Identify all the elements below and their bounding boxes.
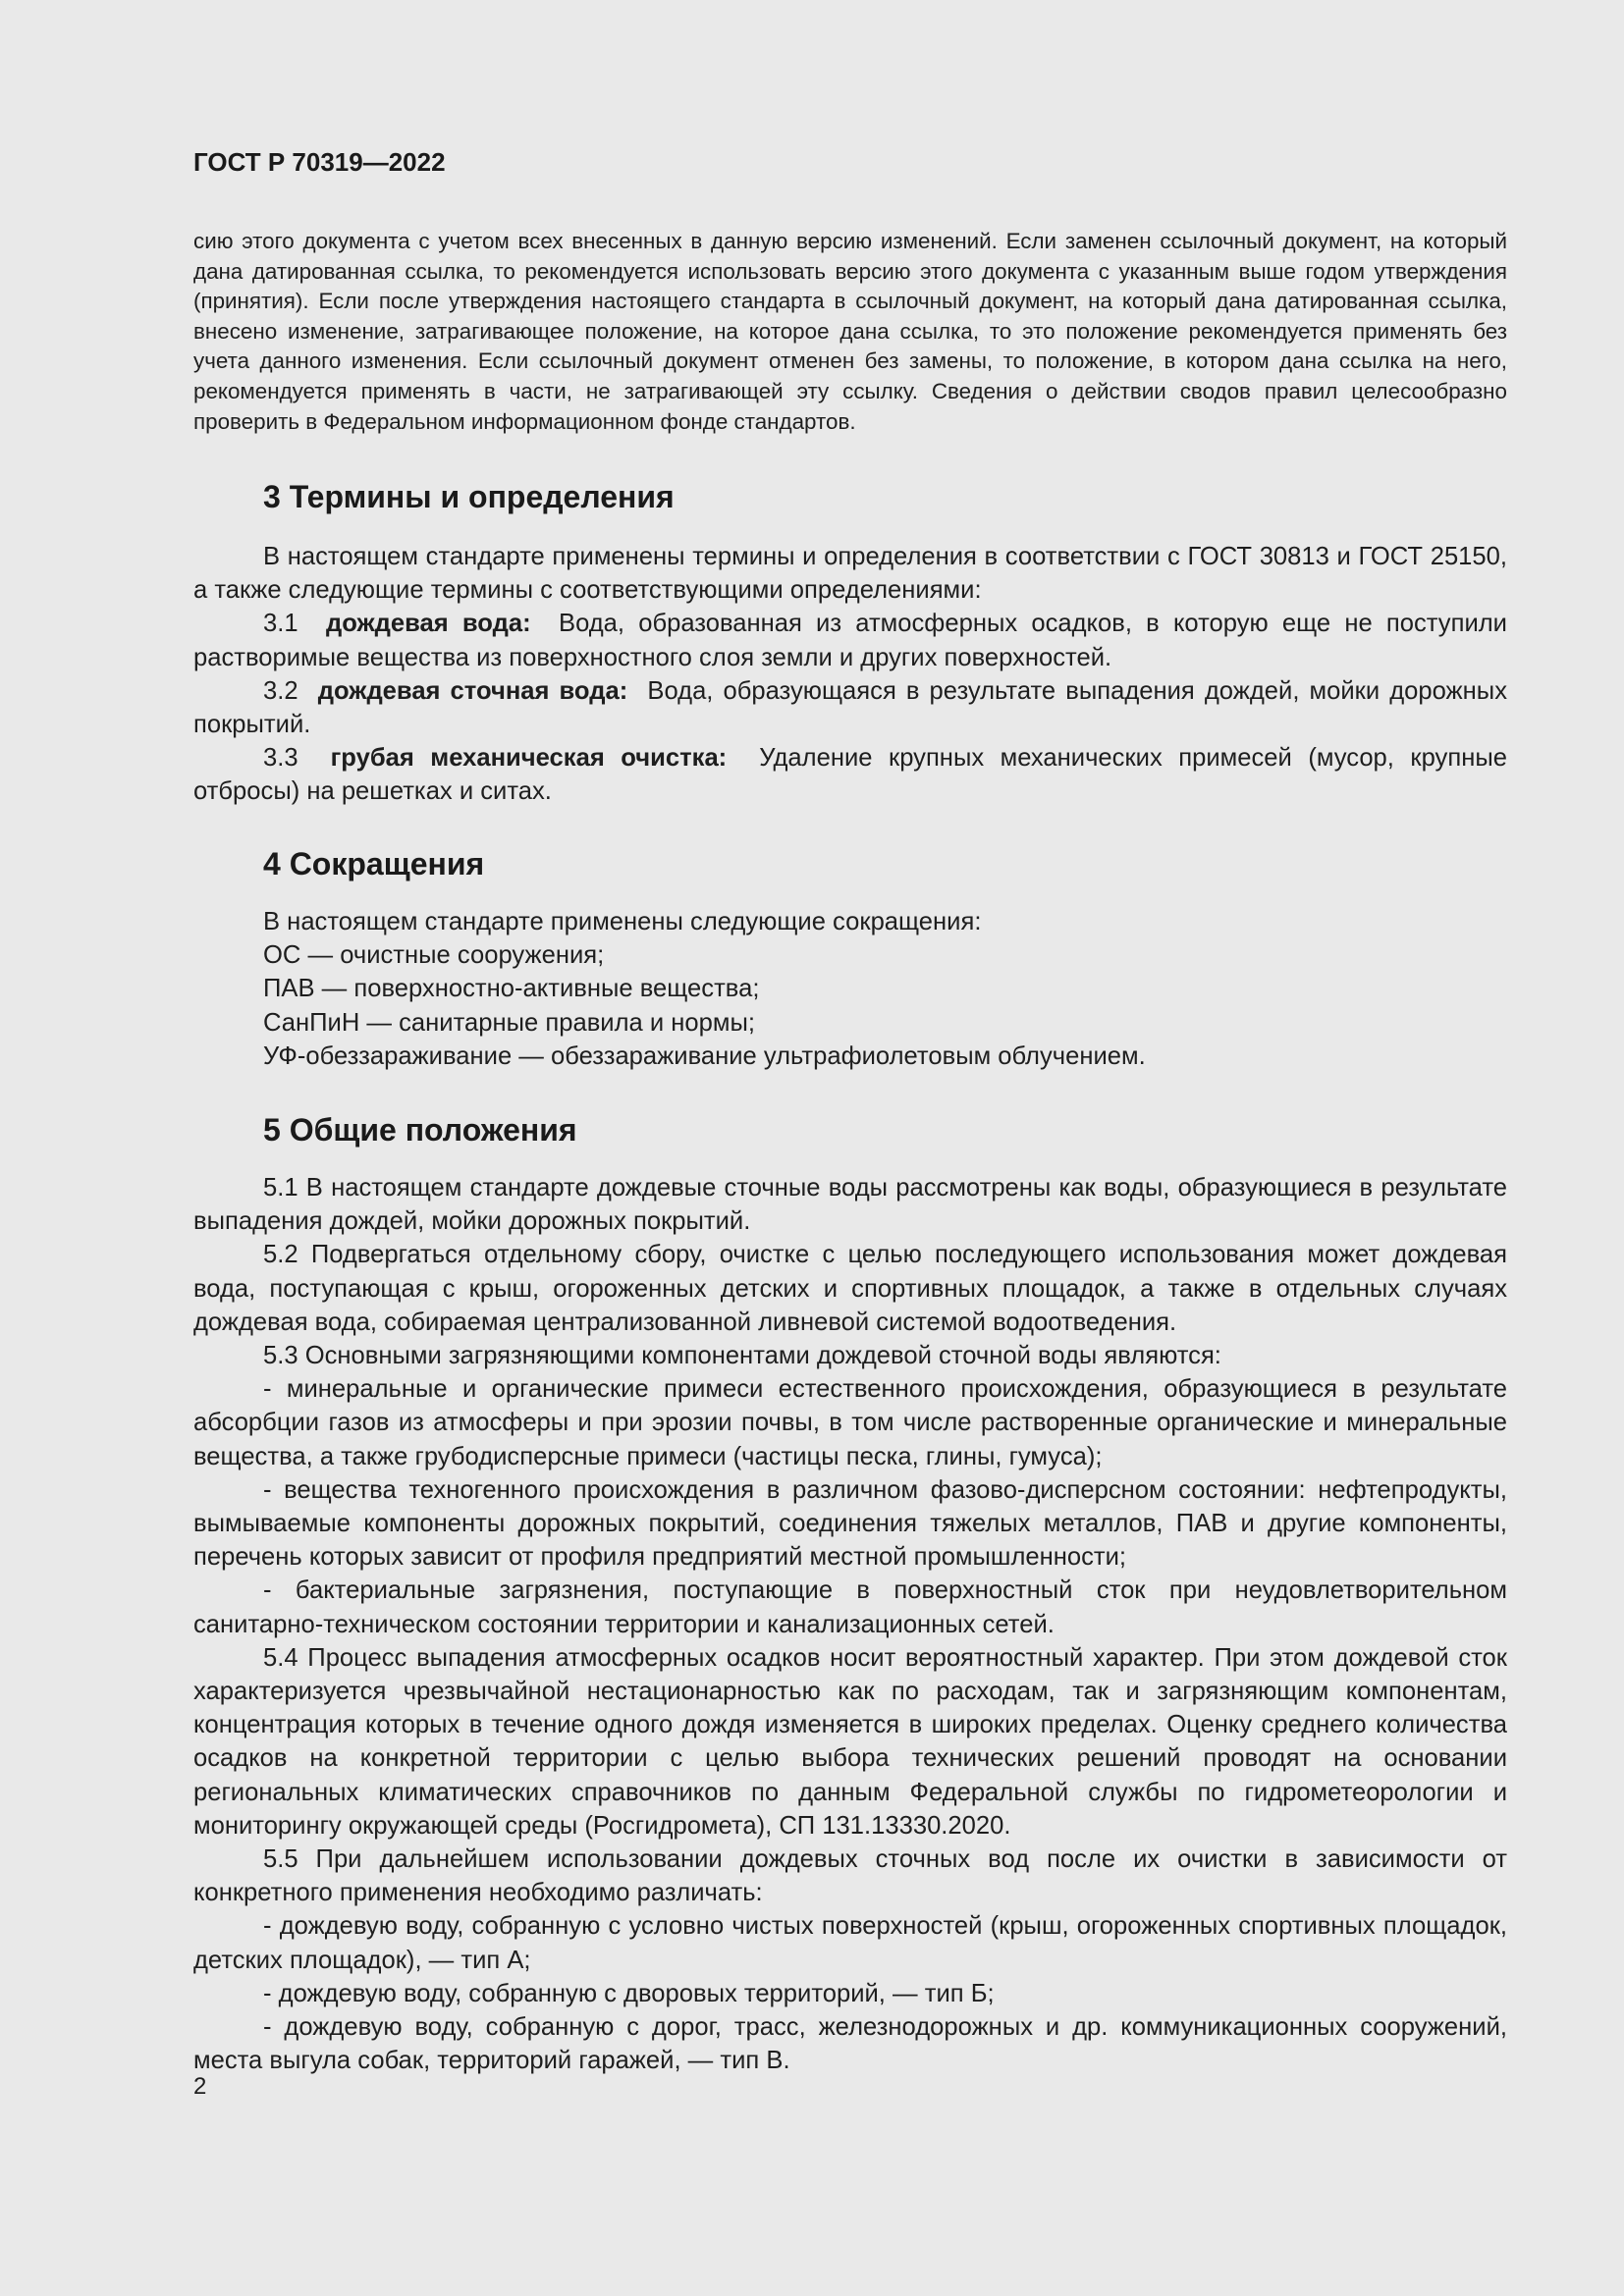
page-number: 2 bbox=[193, 2073, 207, 2100]
list-item: - дождевую воду, собранную с дорог, трасс, железнодорожных и др. коммуникационных сооружений, места выгула собак, территорий гаражей, — тип В. bbox=[193, 2013, 1507, 2075]
term-definition: Вода, образованная из атмосферных осадков, в которую еще не поступили растворимые вещества из поверхностного слоя земли и других поверхностей. bbox=[193, 610, 1507, 671]
term-definition: Вода, образующаяся в результате выпадения дождей, мойки дорожных покрытий. bbox=[193, 676, 1507, 739]
section-3-body bbox=[193, 540, 1507, 809]
term-3-2 bbox=[193, 674, 1507, 741]
abbreviation-item: ОС — очистные сооружения; bbox=[263, 941, 605, 970]
term-3-1 bbox=[193, 607, 1507, 673]
paragraph-5-1: 5.1 В настоящем стандарте дождевые сточные воды рассмотрены как воды, образующиеся в результате выпадения дождей, мойки дорожных покрытий. bbox=[193, 1174, 1507, 1236]
section-3-title: 3 Термины и определения bbox=[263, 479, 675, 514]
abbreviation-item: УФ-обеззараживание — обеззараживание ультрафиолетовым облучением. bbox=[263, 1041, 1146, 1070]
term-name: грубая механическая очистка: bbox=[330, 744, 728, 773]
list-item: - бактериальные загрязнения, поступающие в поверхностный сток при неудовлетворительном санитарно-техническом состоянии территории и канализационных сетей. bbox=[193, 1576, 1507, 1638]
list-item: - дождевую воду, собранную с дворовых территорий, — тип Б; bbox=[263, 1979, 995, 2007]
term-number: 3.3 bbox=[263, 744, 298, 773]
term-number: 3.1 bbox=[263, 610, 298, 638]
list-item: - дождевую воду, собранную с условно чистых поверхностей (крыш, огороженных спортивных площадок, детских площадок), — тип А; bbox=[193, 1912, 1507, 1974]
abbreviation-item: СанПиН — санитарные правила и нормы; bbox=[263, 1008, 755, 1037]
list-item: - вещества техногенного происхождения в различном фазово-дисперсном состоянии: нефтепродукты, вымываемые компоненты дорожных покрытий, соединения тяжелых металлов, ПАВ и другие компоненты, перечень которых зависит от профиля предприятий местной промышленности; bbox=[193, 1475, 1507, 1572]
section-5-title: 5 Общие положения bbox=[263, 1112, 577, 1148]
paragraph-5-4: 5.4 Процесс выпадения атмосферных осадков носит вероятностный характер. При этом дождевой сток характеризуется чрезвычайной нестационарностью как по расходам, так и загрязняющим компонентам, концентрация которых в течение одного дождя изменяется в широких пределах. Оценку среднего количества осадков на конкретной территории с целью выбора технических решений проводят на основании региональных климатических справочников по данным Федеральной службы по гидрометеорологии и мониторингу окружающей среды (Росгидромета), СП 131.13330.2020. bbox=[193, 1643, 1507, 1840]
term-number: 3.2 bbox=[263, 676, 298, 705]
term-name: дождевая сточная вода: bbox=[317, 676, 628, 705]
section-4-intro: В настоящем стандарте применены следующие сокращения: bbox=[263, 908, 982, 935]
paragraph-5-5: 5.5 При дальнейшем использовании дождевых сточных вод после их очистки в зависимости от конкретного применения необходимо различать: bbox=[193, 1845, 1507, 1907]
section-4-body bbox=[193, 905, 1507, 1073]
intro-paragraph: сию этого документа с учетом всех внесенных в данную версию изменений. Если заменен ссылочный документ, на который дана датированная ссылка, то рекомендуется использовать версию этого документа с указанным выше годом утверждения (принятия). Если после утверждения настоящего стандарта в ссылочный документ, на который дана датированная ссылка, внесено изменение, затрагивающее положение, на которое дана ссылка, то это положение рекомендуется применять без учета данного изменения. Если ссылочный документ отменен без замены, то положение, в котором дана ссылка на него, рекомендуется применять в части, не затрагивающей эту ссылку. Сведения о действии сводов правил целесообразно проверить в Федеральном информационном фонде стандартов. bbox=[193, 229, 1507, 434]
paragraph-5-2: 5.2 Подвергаться отдельному сбору, очистке с целью последующего использования может дождевая вода, поступающая с крыш, огороженных детских и спортивных площадок, а также в отдельных случаях дождевая вода, собираемая централизованной ливневой системой водоотведения. bbox=[193, 1241, 1507, 1336]
term-definition: Удаление крупных механических примесей (мусор, крупные отбросы) на решетках и ситах. bbox=[193, 744, 1507, 806]
document-code-header: ГОСТ Р 70319—2022 bbox=[193, 147, 446, 177]
paragraph-5-3: 5.3 Основными загрязняющими компонентами дождевой сточной воды являются: bbox=[263, 1342, 1221, 1370]
section-5-body bbox=[193, 1171, 1507, 2077]
term-3-3 bbox=[193, 741, 1507, 808]
section-3-intro: В настоящем стандарте применены термины и определения в соответствии с ГОСТ 30813 и ГОСТ 25150, а также следующие термины с соответствующими определениями: bbox=[193, 543, 1507, 605]
abbreviation-item: ПАВ — поверхностно-активные вещества; bbox=[263, 975, 760, 1003]
list-item: - минеральные и органические примеси естественного происхождения, образующиеся в результате абсорбции газов из атмосферы и при эрозии почвы, в том числе растворенные органические и минеральные вещества, а также грубодисперсные примеси (частицы песка, глины, гумуса); bbox=[193, 1375, 1507, 1470]
section-4-title: 4 Сокращения bbox=[263, 846, 485, 881]
term-name: дождевая вода: bbox=[325, 610, 531, 638]
